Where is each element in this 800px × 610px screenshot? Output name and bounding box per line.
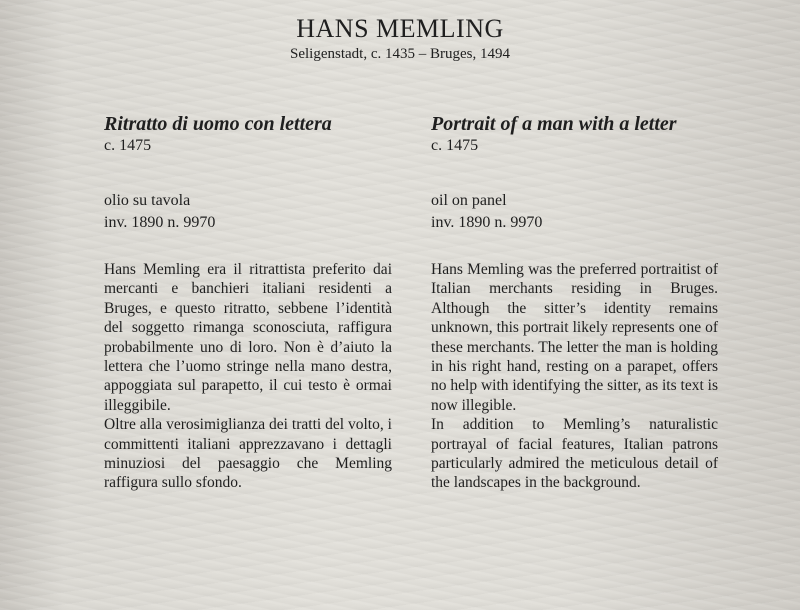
italian-paragraph-1: Hans Memling era il ritrattista preferito dai mercanti e banchieri italiani residenti a Bruges, e questo ritratto, sebbene l’identità del soggetto rimanga sconosciuta, raffigura probabilmente uno di loro. Non è d’aiuto la lettera che l’uomo stringe nella mano destra, appoggiata sul parapetto, il cui testo è ormai illeggibile. <box>104 261 392 414</box>
italian-inventory: inv. 1890 n. 9970 <box>104 214 216 231</box>
english-medium: oil on panel <box>431 192 507 209</box>
artist-life-dates: Seligenstadt, c. 1435 – Bruges, 1494 <box>290 46 510 62</box>
italian-title: Ritratto di uomo con lettera <box>104 113 332 135</box>
english-description <box>431 260 718 493</box>
italian-medium: olio su tavola <box>104 192 191 209</box>
english-date: c. 1475 <box>431 137 479 154</box>
english-paragraph-2: In addition to Memling’s naturalistic portrayal of facial features, Italian patrons particularly admired the meticulous detail of the landscapes in the background. <box>431 416 718 492</box>
english-title: Portrait of a man with a letter <box>431 113 677 135</box>
english-inventory: inv. 1890 n. 9970 <box>431 214 543 231</box>
italian-description <box>104 260 392 493</box>
artist-name: HANS MEMLING <box>296 14 504 43</box>
italian-date: c. 1475 <box>104 137 152 154</box>
english-paragraph-1: Hans Memling was the preferred portraitist of Italian merchants residing in Bruges. Although the sitter’s identity remains unknown, this portrait likely represents one of these merchants. The letter the man is holding in his right hand, resting on a parapet, offers no help with identifying the sitter, as its text is now illegible. <box>431 261 718 414</box>
italian-paragraph-2: Oltre alla verosimiglianza dei tratti del volto, i committenti italiani apprezzavano i dettagli minuziosi del paesaggio che Memling raffigura sullo sfondo. <box>104 416 392 492</box>
